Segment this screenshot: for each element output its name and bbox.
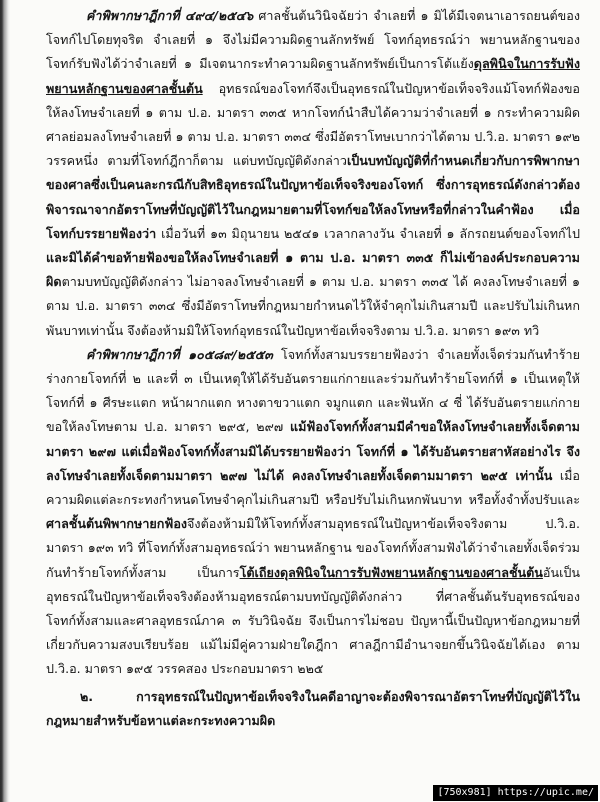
body-text: ศาลชั้นต้นวินิจฉัยว่า จำเลยที่ ๑ มิได้มีเจตนาเอารถยนต์ของโจทก์ไปโดยทุจริต จำเลยที่ ๑ จึงไม่มีความผิดฐานลักทรัพย์ โจทก์อุทธรณ์ว่า พยานหลักฐานของโจทก์รับฟังได้ว่าจำเลยที่ ๑ มีเจตนากระทำความผิดฐานลักทรัพย์เป็นการโต้แย้ง <box>46 8 580 72</box>
scan-binding-shadow <box>0 0 10 802</box>
paragraph-case-494-2546 <box>46 4 580 343</box>
body-text: โจทก์ทั้งสามบรรยายฟ้องว่า จำเลยทั้งเจ็ดร่วมกันทำร้ายร่างกายโจทก์ที่ ๒ และที่ ๓ เป็นเหตุให้ได้รับอันตรายแก่กายและร่วมกันทำร้ายโจทก์ที่ ๑ เป็นเหตุให้โจทก์ที่ ๑ ศีรษะแตก หน้าผากแตก หางตาขวาแตก จมูกแตก และฟันหัก ๔ ซี่ ได้รับอันตรายแก่กาย ขอให้ลงโทษตาม ป.อ. มาตรา ๒๙๕, ๒๙๗ <box>46 346 580 435</box>
body-text: เมื่อความผิดแต่ละกระทงกำหนดโทษจำคุกไม่เกินสามปี หรือปรับไม่เกินหกพันบาท หรือทั้งจำทั้งปรับและ <box>46 467 580 508</box>
body-text: เมื่อวันที่ ๑๓ มิถุนายน ๒๕๔๑ เวลากลางวัน จำเลยที่ ๑ ลักรถยนต์ของโจทก์ไป <box>156 225 580 241</box>
emphasis-text: เป็นบทบัญญัติที่กำหนดเกี่ยวกับการพิพากษาของศาลซึ่งเป็นคนละกรณีกับสิทธิอุทธรณ์ในปัญหาข้อเท็จจริงของโจทก์ ซึ่งการอุทธรณ์ดังกล่าวต้องพิจารณาจากอัตราโทษที่บัญญัติไว้ในกฎหมายตามที่โจทก์ขอให้ลงโทษหรือที่กล่าวในคำฟ้อง เมื่อโจทก์บรรยายฟ้องว่า <box>46 153 580 241</box>
case-reference: คำพิพากษาฎีกาที่ ๔๙๔/๒๕๔๖ <box>86 8 254 23</box>
body-text: อันเป็นอุทธรณ์ในปัญหาข้อเท็จจริงต้องห้ามอุทธรณ์ตามบทบัญญัติดังกล่าว ที่ศาลชั้นต้นรับอุทธรณ์ของโจทก์ทั้งสามและศาลอุทธรณ์ภาค ๓ รับวินิจฉัย จึงเป็นการไม่ชอบ ปัญหานี้เป็นปัญหาข้อกฎหมายที่เกี่ยวกับความสงบเรียบร้อย แม้ไม่มีคู่ความฝ่ายใดฎีกา ศาลฎีกามีอำนาจยกขึ้นวินิจฉัยได้เอง ตาม ป.วิ.อ. มาตรา ๑๙๕ วรรคสอง ประกอบมาตรา ๒๒๕ <box>46 564 580 677</box>
document-body <box>46 4 580 733</box>
body-text: จึงต้องห้ามมิให้โจทก์ทั้งสามอุทธรณ์ในปัญหาข้อเท็จจริงตาม ป.วิ.อ. มาตรา ๑๙๓ ทวิ ที่โจทก์ทั้งสามอุทธรณ์ว่า พยานหลักฐาน ของโจทก์ทั้งสามฟังได้ว่าจำเลยทั้งเจ็ดร่วมกันทำร้ายโจทก์ทั้งสาม เป็นการ <box>46 516 580 580</box>
watermark-stamp: [750x981] https://upic.me/ <box>433 785 598 801</box>
emphasis-text: ศาลชั้นต้นพิพากษายกฟ้อง <box>46 516 188 532</box>
emphasis-text: และมิได้คำขอท้ายฟ้องขอให้ลงโทษจำเลยที่ ๑ ตาม ป.อ. มาตรา ๓๓๕ ก็ไม่เข้าองค์ประกอบความผิด <box>46 250 580 290</box>
emphasis-text: โต้เถียงดุลพินิจในการรับฟังพยานหลักฐานของศาลชั้นต้น <box>239 564 543 580</box>
body-text: ตามบทบัญญัติดังกล่าว ไม่อาจลงโทษจำเลยที่ ๑ ตาม ป.อ. มาตรา ๓๓๕ ได้ คงลงโทษจำเลยที่ ๑ ตาม ป.อ. มาตรา ๓๓๔ ซึ่งมีอัตราโทษที่กฎหมายกำหนดไว้ให้จำคุกไม่เกินสามปี และปรับไม่เกินหกพันบาทเท่านั้น จึงต้องห้ามมิให้โจทก์อุทธรณ์ในปัญหาข้อเท็จจริงตาม ป.วิ.อ. มาตรา ๑๙๓ ทวิ <box>46 274 580 338</box>
body-text: อุทธรณ์ของโจทก์จึงเป็นอุทธรณ์ในปัญหาข้อเท็จจริงแม้โจทก์ฟ้องขอให้ลงโทษจำเลยที่ ๑ ตาม ป.อ. มาตรา ๓๓๕ หากโจทก์นำสืบได้ความว่าจำเลยที่ ๑ กระทำความผิด ศาลย่อมลงโทษจำเลยที่ ๑ ตาม ป.อ. มาตรา ๓๓๔ ซึ่งมีอัตราโทษเบากว่าได้ตาม ป.วิ.อ. มาตรา ๑๙๒ วรรคหนึ่ง ตามที่โจทก์ฎีกาก็ตาม แต่บทบัญญัติดังกล่าว <box>46 80 580 169</box>
paragraph-case-10589-2553 <box>46 343 580 682</box>
case-reference: คำพิพากษาฎีกาที่ ๑๐๕๘๙/๒๕๕๓ <box>86 346 273 362</box>
section-heading-2: ๒. การอุทธรณ์ในปัญหาข้อเท็จจริงในคดีอาญาจะต้องพิจารณาอัตราโทษที่บัญญัติไว้ในกฎหมายสำหรับข้อหาแต่ละกระทงความผิด <box>46 688 580 728</box>
emphasis-text: แม้ฟ้องโจทก์ทั้งสามมีคำขอให้ลงโทษจำเลยทั้งเจ็ดตามมาตรา ๒๙๗ แต่เมื่อฟ้องโจทก์ทั้งสามมิได้บรรยายฟ้องว่า โจทก์ที่ ๑ ได้รับอันตรายสาหัสอย่างไร จึงลงโทษจำเลยทั้งเจ็ดตามมาตรา ๒๙๗ ไม่ได้ คงลงโทษจำเลยทั้งเจ็ดตามมาตรา ๒๙๕ เท่านั้น <box>46 419 580 483</box>
emphasis-text: ดุลพินิจในการรับฟังพยานหลักฐานของศาลชั้นต้น <box>46 56 580 96</box>
